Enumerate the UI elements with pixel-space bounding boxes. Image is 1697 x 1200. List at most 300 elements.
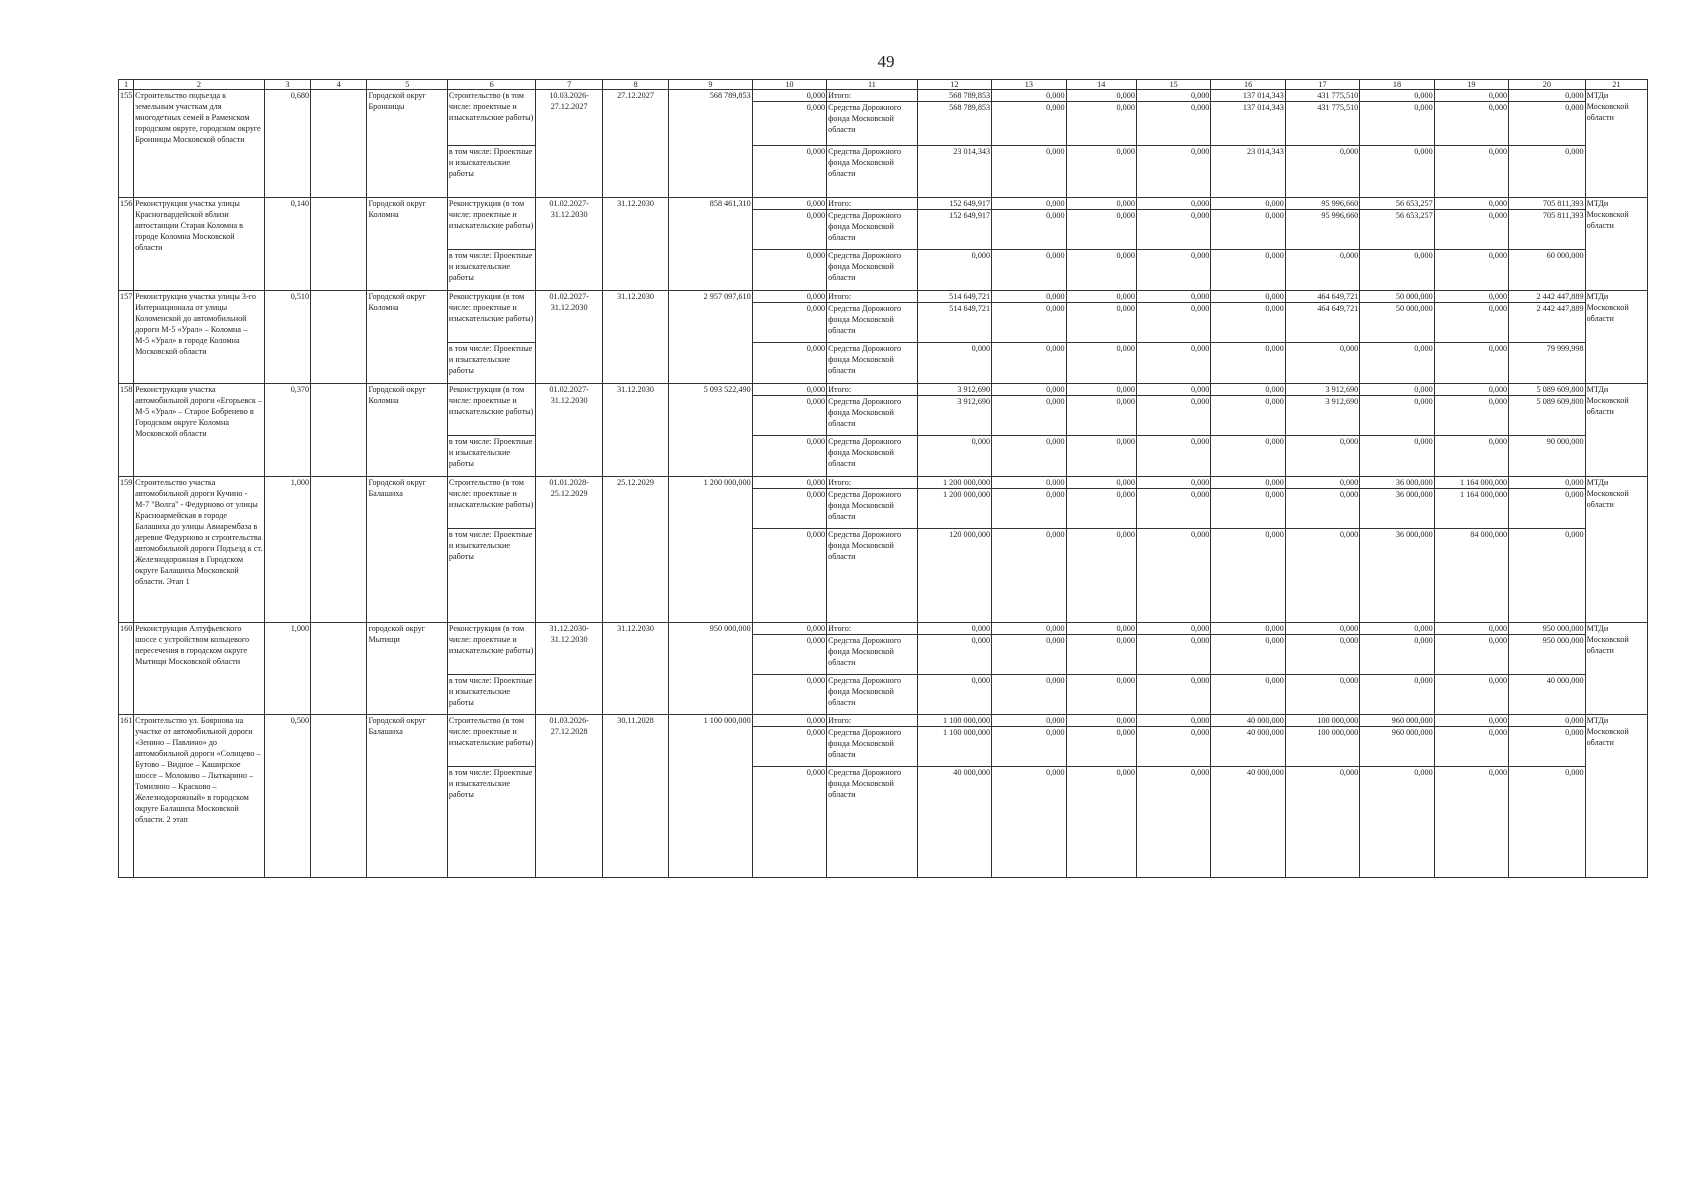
funding-value: 1 164 000,000 <box>1434 477 1508 489</box>
funding-value: 0,000 <box>992 198 1066 210</box>
funding-value: 0,000 <box>1509 529 1585 623</box>
district-name: Городской округ Балашиха <box>367 715 447 878</box>
funding-value: 0,000 <box>1360 767 1434 878</box>
funding-value: 0,000 <box>1066 210 1136 250</box>
funding-value: 0,000 <box>1136 477 1210 489</box>
funding-value: 0,000 <box>1211 396 1285 436</box>
work-type: Реконструкция (в том числе: проектные и изыскательские работы) <box>447 623 536 675</box>
funding-value: 950 000,000 <box>1509 623 1585 635</box>
funding-value: 0,000 <box>1211 303 1285 343</box>
work-type: Реконструкция (в том числе: проектные и изыскательские работы) <box>447 198 536 250</box>
funding-value: 0,000 <box>1211 635 1285 675</box>
column-4-cell <box>311 623 367 715</box>
funding-value: 0,000 <box>1136 90 1210 102</box>
funding-value: 0,000 <box>1434 767 1508 878</box>
funding-value: 705 811,393 <box>1509 210 1585 250</box>
work-subtype: в том числе: Проектные и изыскательские работы <box>447 436 536 477</box>
funding-value: 0,000 <box>1434 146 1508 198</box>
funding-value: 0,000 <box>1360 146 1434 198</box>
funding-value: 0,000 <box>917 436 991 477</box>
funding-value: 40 000,000 <box>1509 675 1585 715</box>
funding-value: 1 164 000,000 <box>1434 489 1508 529</box>
funding-value: 0,000 <box>752 675 826 715</box>
funding-value: 0,000 <box>1360 250 1434 291</box>
object-length: 0,510 <box>264 291 310 384</box>
funding-value: 0,000 <box>1434 291 1508 303</box>
funding-value: 0,000 <box>752 623 826 635</box>
funding-value: 0,000 <box>1509 90 1585 102</box>
funding-value: 0,000 <box>1434 250 1508 291</box>
funding-value: 0,000 <box>992 146 1066 198</box>
funding-value: 0,000 <box>1136 635 1210 675</box>
funding-value: 0,000 <box>752 343 826 384</box>
object-name: Строительство участка автомобильной дороги Кучино - М-7 "Волга" - Федурново от улицы Красноармейская в городе Балашиха до улицы Авиарембаза в деревне Федурново и строительства автомобильной дороги Подъезд к ст. Железнодорожная в Городском округе Балашиха Московской области. Этап 1 <box>134 477 265 623</box>
object-name: Строительство ул. Боярнова на участке от автомобильной дороги «Зенино – Павлино» до автомобильной дороги «Солнцево – Бутово – Видное – Каширское шоссе – Молоково – Лыткарино – Томилино – Красково – Железнодорожный» в городском округе Балашиха Московской области. 2 этап <box>134 715 265 878</box>
table-row <box>119 384 1648 396</box>
table-row <box>119 715 1648 727</box>
funding-value: 0,000 <box>1066 727 1136 767</box>
funding-value: 1 200 000,000 <box>917 477 991 489</box>
column-header: 19 <box>1434 80 1508 90</box>
funding-value: 0,000 <box>992 675 1066 715</box>
column-header: 14 <box>1066 80 1136 90</box>
funding-value: 0,000 <box>1434 303 1508 343</box>
funding-value: 0,000 <box>1136 303 1210 343</box>
funding-value: 0,000 <box>1360 343 1434 384</box>
funding-value: 514 649,721 <box>917 291 991 303</box>
work-type: Реконструкция (в том числе: проектные и изыскательские работы) <box>447 291 536 343</box>
funding-value: 0,000 <box>752 210 826 250</box>
funding-value: 0,000 <box>1136 396 1210 436</box>
funding-value: 0,000 <box>917 250 991 291</box>
funding-value: 0,000 <box>1434 727 1508 767</box>
estimated-cost: 2 957 097,610 <box>669 291 752 384</box>
funding-value: 0,000 <box>917 635 991 675</box>
column-header: 2 <box>134 80 265 90</box>
page-number: 49 <box>877 52 895 71</box>
funding-value: 0,000 <box>1360 675 1434 715</box>
funding-value: 36 000,000 <box>1360 529 1434 623</box>
work-type: Строительство (в том числе: проектные и изыскательские работы) <box>447 90 536 146</box>
funding-value: 0,000 <box>1066 343 1136 384</box>
funding-value: 0,000 <box>992 396 1066 436</box>
funding-value: 0,000 <box>752 102 826 146</box>
funding-value: 0,000 <box>1360 635 1434 675</box>
funding-value: 0,000 <box>1136 291 1210 303</box>
funding-value: 0,000 <box>992 436 1066 477</box>
funding-value: 0,000 <box>992 489 1066 529</box>
work-dates: 01.02.2027-31.12.2030 <box>536 198 602 291</box>
object-length: 1,000 <box>264 623 310 715</box>
column-header: 21 <box>1585 80 1647 90</box>
funding-value: 137 014,343 <box>1211 102 1285 146</box>
funding-value: 0,000 <box>1066 384 1136 396</box>
column-header: 18 <box>1360 80 1434 90</box>
row-number: 157 <box>119 291 134 384</box>
funding-value: 3 912,690 <box>1285 396 1359 436</box>
completion-date: 31.12.2030 <box>602 198 668 291</box>
funding-value: 0,000 <box>1211 198 1285 210</box>
object-name: Строительство подъезда к земельным участкам для многодетных семей в Раменском городском округе, городском округе Бронницы Московской области <box>134 90 265 198</box>
estimated-cost: 5 093 522,490 <box>669 384 752 477</box>
funding-source-label: Средства Дорожного фонда Московской области <box>827 489 918 529</box>
completion-date: 31.12.2030 <box>602 623 668 715</box>
funding-value: 5 089 609,800 <box>1509 396 1585 436</box>
funding-value: 0,000 <box>1285 146 1359 198</box>
funding-value: 0,000 <box>1066 250 1136 291</box>
funding-value: 0,000 <box>1136 198 1210 210</box>
work-subtype: в том числе: Проектные и изыскательские работы <box>447 250 536 291</box>
funding-value: 0,000 <box>1066 102 1136 146</box>
funding-value: 0,000 <box>752 250 826 291</box>
row-number: 158 <box>119 384 134 477</box>
column-4-cell <box>311 291 367 384</box>
column-4-cell <box>311 384 367 477</box>
funding-source-label: Средства Дорожного фонда Московской области <box>827 635 918 675</box>
executor: МТДи Московской области <box>1585 90 1647 198</box>
estimated-cost: 858 461,310 <box>669 198 752 291</box>
funding-value: 0,000 <box>1066 489 1136 529</box>
object-name: Реконструкция Алтуфьевского шоссе с устройством кольцевого пересечения в городском округе Мытищи Московской области <box>134 623 265 715</box>
funding-value: 23 014,343 <box>917 146 991 198</box>
funding-value: 0,000 <box>1285 675 1359 715</box>
row-number: 159 <box>119 477 134 623</box>
funding-value: 0,000 <box>1509 102 1585 146</box>
funding-value: 0,000 <box>992 210 1066 250</box>
funding-value: 0,000 <box>1509 477 1585 489</box>
funding-value: 0,000 <box>752 90 826 102</box>
funding-value: 0,000 <box>992 250 1066 291</box>
funding-value: 0,000 <box>1211 529 1285 623</box>
funding-value: 0,000 <box>1509 767 1585 878</box>
funding-value: 0,000 <box>1509 715 1585 727</box>
funding-value: 0,000 <box>1136 210 1210 250</box>
funding-value: 60 000,000 <box>1509 250 1585 291</box>
funding-value: 120 000,000 <box>917 529 991 623</box>
funding-value: 0,000 <box>1211 343 1285 384</box>
funding-value: 100 000,000 <box>1285 715 1359 727</box>
funding-value: 56 653,257 <box>1360 198 1434 210</box>
funding-value: 0,000 <box>1136 767 1210 878</box>
funding-value: 0,000 <box>1285 250 1359 291</box>
column-4-cell <box>311 198 367 291</box>
funding-value: 0,000 <box>1211 291 1285 303</box>
funding-value: 0,000 <box>1434 384 1508 396</box>
funding-value: 0,000 <box>992 90 1066 102</box>
funding-value: 0,000 <box>1136 102 1210 146</box>
funding-value: 0,000 <box>1211 477 1285 489</box>
column-header: 20 <box>1509 80 1585 90</box>
funding-value: 0,000 <box>1285 436 1359 477</box>
funding-value: 100 000,000 <box>1285 727 1359 767</box>
funding-value: 0,000 <box>917 623 991 635</box>
funding-value: 95 996,660 <box>1285 198 1359 210</box>
funding-value: 0,000 <box>917 675 991 715</box>
work-subtype: в том числе: Проектные и изыскательские работы <box>447 343 536 384</box>
funding-value: 0,000 <box>1434 635 1508 675</box>
funding-value: 0,000 <box>992 343 1066 384</box>
funding-value: 0,000 <box>992 384 1066 396</box>
funding-value: 0,000 <box>1285 635 1359 675</box>
funding-value: 40 000,000 <box>917 767 991 878</box>
funding-value: 0,000 <box>1136 675 1210 715</box>
funding-value: 0,000 <box>752 727 826 767</box>
funding-value: 0,000 <box>752 767 826 878</box>
object-length: 0,140 <box>264 198 310 291</box>
funding-value: 0,000 <box>1136 623 1210 635</box>
funding-value: 0,000 <box>1066 146 1136 198</box>
column-header: 12 <box>917 80 991 90</box>
funding-value: 0,000 <box>992 635 1066 675</box>
column-header: 4 <box>311 80 367 90</box>
column-header: 11 <box>827 80 918 90</box>
funding-value: 0,000 <box>1360 102 1434 146</box>
funding-source-label: Итого: <box>827 384 918 396</box>
funding-value: 568 789,853 <box>917 90 991 102</box>
funding-value: 1 100 000,000 <box>917 727 991 767</box>
completion-date: 25.12.2029 <box>602 477 668 623</box>
funding-value: 0,000 <box>752 489 826 529</box>
funding-value: 0,000 <box>1211 210 1285 250</box>
funding-value: 0,000 <box>1434 623 1508 635</box>
object-name: Реконструкция участка улицы 3-го Интернационала от улицы Коломенской до автомобильной дороги М-5 «Урал» – Коломна – М-5 «Урал» в городе Коломна Московской области <box>134 291 265 384</box>
funding-value: 0,000 <box>1434 675 1508 715</box>
row-number: 155 <box>119 90 134 198</box>
district-name: Городской округ Коломна <box>367 291 447 384</box>
row-number: 160 <box>119 623 134 715</box>
funding-source-label: Итого: <box>827 291 918 303</box>
funding-value: 0,000 <box>1285 477 1359 489</box>
funding-value: 0,000 <box>1211 675 1285 715</box>
funding-value: 0,000 <box>1509 146 1585 198</box>
column-header: 9 <box>669 80 752 90</box>
funding-value: 0,000 <box>1066 635 1136 675</box>
funding-value: 90 000,000 <box>1509 436 1585 477</box>
funding-value: 3 912,690 <box>917 396 991 436</box>
funding-value: 95 996,660 <box>1285 210 1359 250</box>
object-length: 0,680 <box>264 90 310 198</box>
executor: МТДи Московской области <box>1585 198 1647 291</box>
funding-source-label: Итого: <box>827 198 918 210</box>
table-row <box>119 291 1648 303</box>
funding-value: 0,000 <box>1434 210 1508 250</box>
funding-value: 0,000 <box>752 529 826 623</box>
funding-source-label: Средства Дорожного фонда Московской области <box>827 529 918 623</box>
funding-value: 0,000 <box>992 291 1066 303</box>
work-type: Реконструкция (в том числе: проектные и изыскательские работы) <box>447 384 536 436</box>
funding-value: 0,000 <box>1136 489 1210 529</box>
column-header: 6 <box>447 80 536 90</box>
object-length: 0,370 <box>264 384 310 477</box>
funding-value: 50 000,000 <box>1360 303 1434 343</box>
funding-value: 0,000 <box>1136 529 1210 623</box>
funding-value: 1 100 000,000 <box>917 715 991 727</box>
executor: МТДи Московской области <box>1585 715 1647 878</box>
object-name: Реконструкция участка автомобильной дороги «Егорьевск – М-5 «Урал» – Старое Бобренево в Городском округе Коломна Московской области <box>134 384 265 477</box>
table-row <box>119 623 1648 635</box>
funding-source-label: Итого: <box>827 715 918 727</box>
funding-value: 0,000 <box>1066 767 1136 878</box>
funding-value: 0,000 <box>752 396 826 436</box>
work-subtype: в том числе: Проектные и изыскательские работы <box>447 675 536 715</box>
estimated-cost: 1 100 000,000 <box>669 715 752 878</box>
funding-source-label: Средства Дорожного фонда Московской области <box>827 436 918 477</box>
funding-value: 2 442 447,889 <box>1509 291 1585 303</box>
column-4-cell <box>311 715 367 878</box>
column-header: 13 <box>992 80 1066 90</box>
funding-value: 36 000,000 <box>1360 477 1434 489</box>
funding-value: 0,000 <box>1211 436 1285 477</box>
funding-value: 0,000 <box>1136 436 1210 477</box>
funding-value: 514 649,721 <box>917 303 991 343</box>
column-header: 7 <box>536 80 602 90</box>
funding-value: 3 912,690 <box>1285 384 1359 396</box>
table-row <box>119 477 1648 489</box>
funding-value: 960 000,000 <box>1360 727 1434 767</box>
district-name: Городской округ Бронницы <box>367 90 447 198</box>
funding-value: 705 811,393 <box>1509 198 1585 210</box>
executor: МТДи Московской области <box>1585 384 1647 477</box>
funding-value: 950 000,000 <box>1509 635 1585 675</box>
funding-value: 0,000 <box>992 715 1066 727</box>
funding-value: 152 649,917 <box>917 198 991 210</box>
funding-value: 0,000 <box>1360 384 1434 396</box>
column-header: 8 <box>602 80 668 90</box>
work-dates: 10.03.2026-27.12.2027 <box>536 90 602 198</box>
funding-value: 50 000,000 <box>1360 291 1434 303</box>
funding-value: 5 089 609,800 <box>1509 384 1585 396</box>
funding-value: 464 649,721 <box>1285 303 1359 343</box>
funding-value: 0,000 <box>1360 396 1434 436</box>
funding-value: 56 653,257 <box>1360 210 1434 250</box>
funding-value: 0,000 <box>1136 715 1210 727</box>
funding-source-label: Итого: <box>827 623 918 635</box>
funding-source-label: Средства Дорожного фонда Московской области <box>827 675 918 715</box>
funding-value: 960 000,000 <box>1360 715 1434 727</box>
funding-value: 0,000 <box>1136 727 1210 767</box>
funding-value: 431 775,510 <box>1285 90 1359 102</box>
funding-value: 0,000 <box>752 303 826 343</box>
object-name: Реконструкция участка улицы Красногвардейской вблизи автостанции Старая Коломна в городе Коломна Московской области <box>134 198 265 291</box>
funding-value: 0,000 <box>1211 384 1285 396</box>
funding-value: 40 000,000 <box>1211 715 1285 727</box>
table-row <box>119 198 1648 210</box>
funding-value: 0,000 <box>1509 489 1585 529</box>
funding-value: 36 000,000 <box>1360 489 1434 529</box>
column-header: 15 <box>1136 80 1210 90</box>
funding-source-label: Средства Дорожного фонда Московской области <box>827 343 918 384</box>
funding-value: 0,000 <box>1434 90 1508 102</box>
funding-value: 0,000 <box>1066 436 1136 477</box>
funding-source-label: Итого: <box>827 90 918 102</box>
funding-value: 0,000 <box>752 146 826 198</box>
funding-value: 0,000 <box>917 343 991 384</box>
funding-value: 0,000 <box>752 477 826 489</box>
funding-value: 0,000 <box>1066 303 1136 343</box>
funding-value: 0,000 <box>992 767 1066 878</box>
funding-value: 0,000 <box>1434 102 1508 146</box>
funding-value: 0,000 <box>1136 250 1210 291</box>
funding-value: 568 789,853 <box>917 102 991 146</box>
work-dates: 01.01.2028-25.12.2029 <box>536 477 602 623</box>
funding-value: 0,000 <box>1434 715 1508 727</box>
funding-value: 3 912,690 <box>917 384 991 396</box>
column-header: 10 <box>752 80 826 90</box>
executor: МТДи Московской области <box>1585 291 1647 384</box>
completion-date: 31.12.2030 <box>602 384 668 477</box>
executor: МТДи Московской области <box>1585 623 1647 715</box>
funding-value: 0,000 <box>992 102 1066 146</box>
work-dates: 01.02.2027-31.12.2030 <box>536 384 602 477</box>
work-type: Строительство (в том числе: проектные и изыскательские работы) <box>447 477 536 529</box>
work-dates: 01.02.2027-31.12.2030 <box>536 291 602 384</box>
row-number: 161 <box>119 715 134 878</box>
funding-value: 0,000 <box>1360 623 1434 635</box>
funding-value: 0,000 <box>992 623 1066 635</box>
funding-value: 0,000 <box>992 303 1066 343</box>
funding-value: 0,000 <box>1066 291 1136 303</box>
funding-value: 0,000 <box>1360 90 1434 102</box>
funding-value: 0,000 <box>1434 343 1508 384</box>
executor: МТДи Московской области <box>1585 477 1647 623</box>
work-dates: 01.03.2026-27.12.2028 <box>536 715 602 878</box>
funding-value: 40 000,000 <box>1211 727 1285 767</box>
funding-source-label: Средства Дорожного фонда Московской области <box>827 727 918 767</box>
funding-value: 0,000 <box>752 436 826 477</box>
funding-source-label: Средства Дорожного фонда Московской области <box>827 146 918 198</box>
funding-source-label: Средства Дорожного фонда Московской области <box>827 102 918 146</box>
funding-source-label: Средства Дорожного фонда Московской области <box>827 767 918 878</box>
funding-value: 0,000 <box>1434 436 1508 477</box>
district-name: Городской округ Балашиха <box>367 477 447 623</box>
funding-value: 0,000 <box>1285 529 1359 623</box>
work-subtype: в том числе: Проектные и изыскательские работы <box>447 146 536 198</box>
column-header: 1 <box>119 80 134 90</box>
funding-value: 152 649,917 <box>917 210 991 250</box>
funding-value: 0,000 <box>992 727 1066 767</box>
column-4-cell <box>311 90 367 198</box>
table-row <box>119 90 1648 102</box>
estimated-cost: 568 789,853 <box>669 90 752 198</box>
funding-value: 0,000 <box>1434 198 1508 210</box>
column-number-row <box>119 80 1648 90</box>
funding-value: 79 999,998 <box>1509 343 1585 384</box>
funding-source-label: Средства Дорожного фонда Московской области <box>827 210 918 250</box>
completion-date: 27.12.2027 <box>602 90 668 198</box>
funding-value: 2 442 447,889 <box>1509 303 1585 343</box>
column-header: 16 <box>1211 80 1285 90</box>
estimated-cost: 950 000,000 <box>669 623 752 715</box>
object-length: 0,500 <box>264 715 310 878</box>
funding-value: 137 014,343 <box>1211 90 1285 102</box>
funding-value: 464 649,721 <box>1285 291 1359 303</box>
funding-value: 0,000 <box>1136 146 1210 198</box>
funding-value: 0,000 <box>1066 90 1136 102</box>
funding-value: 0,000 <box>1285 343 1359 384</box>
funding-value: 0,000 <box>1285 489 1359 529</box>
funding-value: 0,000 <box>752 384 826 396</box>
funding-value: 0,000 <box>1434 396 1508 436</box>
funding-value: 0,000 <box>1211 250 1285 291</box>
work-subtype: в том числе: Проектные и изыскательские работы <box>447 529 536 623</box>
column-header: 5 <box>367 80 447 90</box>
column-header: 3 <box>264 80 310 90</box>
funding-value: 0,000 <box>1066 529 1136 623</box>
funding-value: 0,000 <box>752 291 826 303</box>
funding-value: 0,000 <box>1285 623 1359 635</box>
row-number: 156 <box>119 198 134 291</box>
funding-source-label: Средства Дорожного фонда Московской области <box>827 303 918 343</box>
